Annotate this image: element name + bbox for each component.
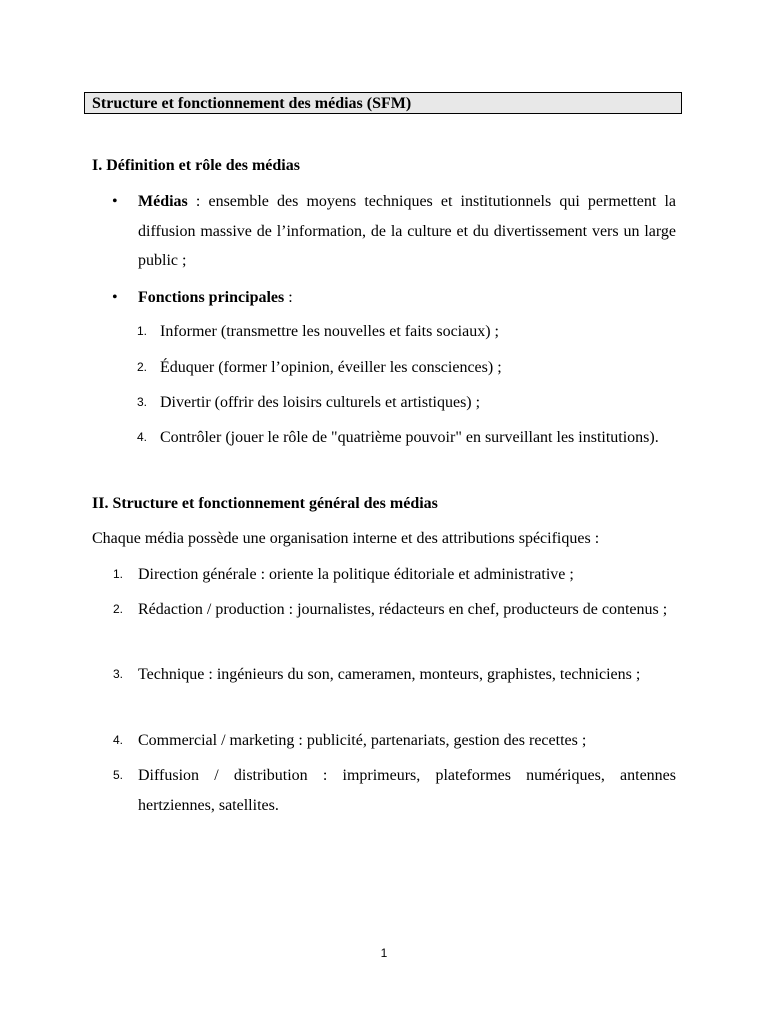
bullet-icon: • bbox=[112, 289, 118, 306]
list-number: 1. bbox=[113, 567, 124, 581]
list-number: 2. bbox=[137, 360, 148, 374]
list-number: 5. bbox=[113, 768, 124, 782]
bullet-text: : bbox=[284, 289, 293, 306]
list-item: Direction générale : oriente la politique éditoriale et administrative ; bbox=[138, 566, 574, 583]
bullet-icon: • bbox=[112, 193, 118, 210]
list-number: 3. bbox=[113, 667, 124, 681]
bullet-term: Médias bbox=[138, 193, 188, 210]
bullet-term: Fonctions principales bbox=[138, 289, 285, 306]
list-number: 4. bbox=[113, 733, 124, 747]
list-item: Technique : ingénieurs du son, cameramen, monteurs, graphistes, techniciens ; bbox=[138, 666, 641, 683]
list-number: 1. bbox=[137, 324, 148, 338]
section-2-heading: II. Structure et fonctionnement général des médias bbox=[92, 495, 438, 512]
list-item: Éduquer (former l’opinion, éveiller les consciences) ; bbox=[160, 359, 502, 376]
bullet-text: : ensemble des moyens techniques et institutionnels qui permettent la diffusion massive de l’information, de la culture et du divertissement vers un large public ; bbox=[138, 193, 676, 269]
section-2-intro: Chaque média possède une organisation interne et des attributions spécifiques : bbox=[92, 530, 600, 547]
list-number: 3. bbox=[137, 395, 148, 409]
list-item: Contrôler (jouer le rôle de "quatrième pouvoir" en surveillant les institutions). bbox=[160, 429, 659, 446]
list-item: Commercial / marketing : publicité, partenariats, gestion des recettes ; bbox=[138, 732, 587, 749]
document-title: Structure et fonctionnement des médias (SFM) bbox=[84, 92, 682, 114]
list-item: Informer (transmettre les nouvelles et faits sociaux) ; bbox=[160, 323, 499, 340]
bullet-item-fonctions bbox=[138, 283, 676, 313]
page-number: 1 bbox=[380, 946, 388, 960]
section-1-heading: I. Définition et rôle des médias bbox=[92, 157, 300, 174]
bullet-item-medias bbox=[138, 187, 676, 276]
list-item: Diffusion / distribution : imprimeurs, plateformes numériques, antennes hertziennes, satellites. bbox=[138, 767, 676, 814]
list-number: 4. bbox=[137, 430, 148, 444]
list-number: 2. bbox=[113, 602, 124, 616]
list-item: Rédaction / production : journalistes, rédacteurs en chef, producteurs de contenus ; bbox=[138, 601, 668, 618]
list-item: Divertir (offrir des loisirs culturels et artistiques) ; bbox=[160, 394, 481, 411]
